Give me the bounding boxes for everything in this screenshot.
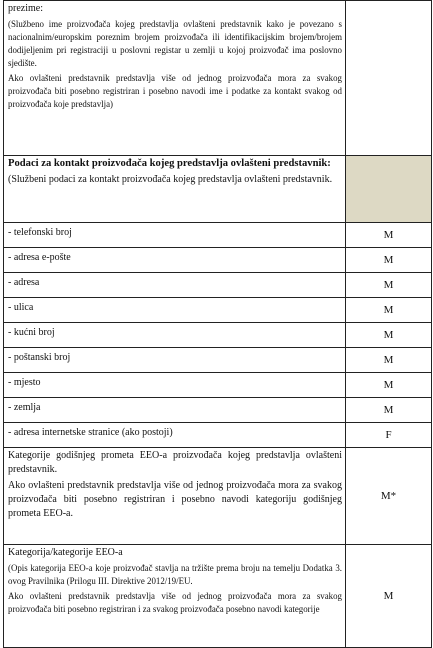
table-row bbox=[4, 323, 432, 348]
requirement-mark-cell bbox=[346, 298, 432, 323]
table-row bbox=[4, 1, 432, 156]
field-text: Kategorije godišnjeg prometa EEO-a proizvođača kojeg predstavlja ovlašteni predstavnik. bbox=[8, 450, 342, 475]
table-row bbox=[4, 248, 432, 273]
requirement-mark: M bbox=[383, 404, 394, 416]
field-description-cell bbox=[4, 1, 346, 156]
field-description-cell bbox=[4, 298, 346, 323]
field-text: - telefonski broj bbox=[8, 227, 72, 238]
table-row bbox=[4, 423, 432, 448]
requirement-mark: M bbox=[383, 329, 394, 341]
field-description-cell bbox=[4, 373, 346, 398]
field-text: Ako ovlašteni predstavnik predstavlja više od jednog proizvođača mora za svakog proizvođača biti posebno registriran i posebno navodi kategoriju godišnjeg prometa EEO-a. bbox=[8, 480, 342, 519]
requirement-mark-cell bbox=[346, 398, 432, 423]
requirement-mark-cell bbox=[346, 545, 432, 648]
field-text: (Službeni podaci za kontakt proizvođača kojeg predstavlja ovlašteni predstavnik. bbox=[8, 174, 333, 185]
table-row bbox=[4, 348, 432, 373]
requirement-mark: M bbox=[383, 590, 394, 602]
table-row bbox=[4, 273, 432, 298]
requirement-mark-cell bbox=[346, 1, 432, 156]
field-description-cell bbox=[4, 545, 346, 648]
field-text: Ako ovlašteni predstavnik predstavlja više od jednog proizvođača mora za svakog proizvođača biti posebno registriran i za svakog proizvođača posebno navodi kategorije bbox=[8, 591, 342, 614]
field-text: Ako ovlašteni predstavnik predstavlja više od jednog proizvođača mora za svakog proizvođača biti posebno registriran i posebno navodi ime i podatke za kontakt svakog od proizvođača koje predstavlja) bbox=[8, 73, 342, 109]
field-description-cell bbox=[4, 223, 346, 248]
requirement-mark: F bbox=[385, 429, 392, 441]
requirement-mark-cell bbox=[346, 423, 432, 448]
field-text: - adresa e-pošte bbox=[8, 252, 71, 263]
table-row bbox=[4, 448, 432, 545]
field-text: - zemlja bbox=[8, 402, 41, 413]
table-row bbox=[4, 398, 432, 423]
table-row bbox=[4, 373, 432, 398]
requirement-mark: M* bbox=[380, 490, 397, 502]
table-row bbox=[4, 223, 432, 248]
field-description-cell bbox=[4, 273, 346, 298]
requirement-mark: M bbox=[383, 354, 394, 366]
field-text: prezime: bbox=[8, 3, 43, 14]
field-description-cell bbox=[4, 348, 346, 373]
requirement-mark: M bbox=[383, 279, 394, 291]
table-row bbox=[4, 156, 432, 223]
field-description-cell bbox=[4, 248, 346, 273]
field-text: - adresa internetske stranice (ako postoji) bbox=[8, 427, 173, 438]
requirement-mark-cell bbox=[346, 273, 432, 298]
field-description-cell bbox=[4, 448, 346, 545]
field-text: - kućni broj bbox=[8, 327, 55, 338]
requirement-mark-cell bbox=[346, 323, 432, 348]
field-text: Kategorija/kategorije EEO-a bbox=[8, 547, 123, 558]
field-description-cell bbox=[4, 156, 346, 223]
requirement-mark-cell bbox=[346, 348, 432, 373]
field-description-cell bbox=[4, 323, 346, 348]
field-text: - mjesto bbox=[8, 377, 41, 388]
field-text: (Opis kategorija EEO-a koje proizvođač stavlja na tržište prema broju na temelju Dodatka 3. ovog Pravilnika (Prilogu III. Direktive 2012/19/EU. bbox=[8, 563, 342, 586]
field-description-cell bbox=[4, 398, 346, 423]
section-heading: Podaci za kontakt proizvođača kojeg predstavlja ovlašteni predstavnik: bbox=[8, 158, 331, 169]
requirement-mark: M bbox=[383, 254, 394, 266]
requirement-mark: M bbox=[383, 379, 394, 391]
requirement-mark: M bbox=[383, 229, 394, 241]
table-row bbox=[4, 298, 432, 323]
field-description-cell bbox=[4, 423, 346, 448]
field-text: - ulica bbox=[8, 302, 34, 313]
registration-form-table bbox=[3, 0, 432, 648]
field-text: - adresa bbox=[8, 277, 40, 288]
field-text: (Službeno ime proizvođača kojeg predstavlja ovlašteni predstavnik kako je povezano s nacionalnim/europskim poreznim brojem proizvođača ili identifikacijskim brojem/brojem dodijeljenim pri registraciji u poslovni registar u zemlji u kojoj proizvođač ima poslovno sjedište. bbox=[8, 19, 342, 68]
requirement-mark-cell bbox=[346, 373, 432, 398]
requirement-mark-cell bbox=[346, 248, 432, 273]
table-row bbox=[4, 545, 432, 648]
requirement-mark: M bbox=[383, 304, 394, 316]
requirement-mark-cell bbox=[346, 223, 432, 248]
field-text: - poštanski broj bbox=[8, 352, 71, 363]
requirement-mark-cell bbox=[346, 448, 432, 545]
requirement-mark-cell bbox=[346, 156, 432, 223]
